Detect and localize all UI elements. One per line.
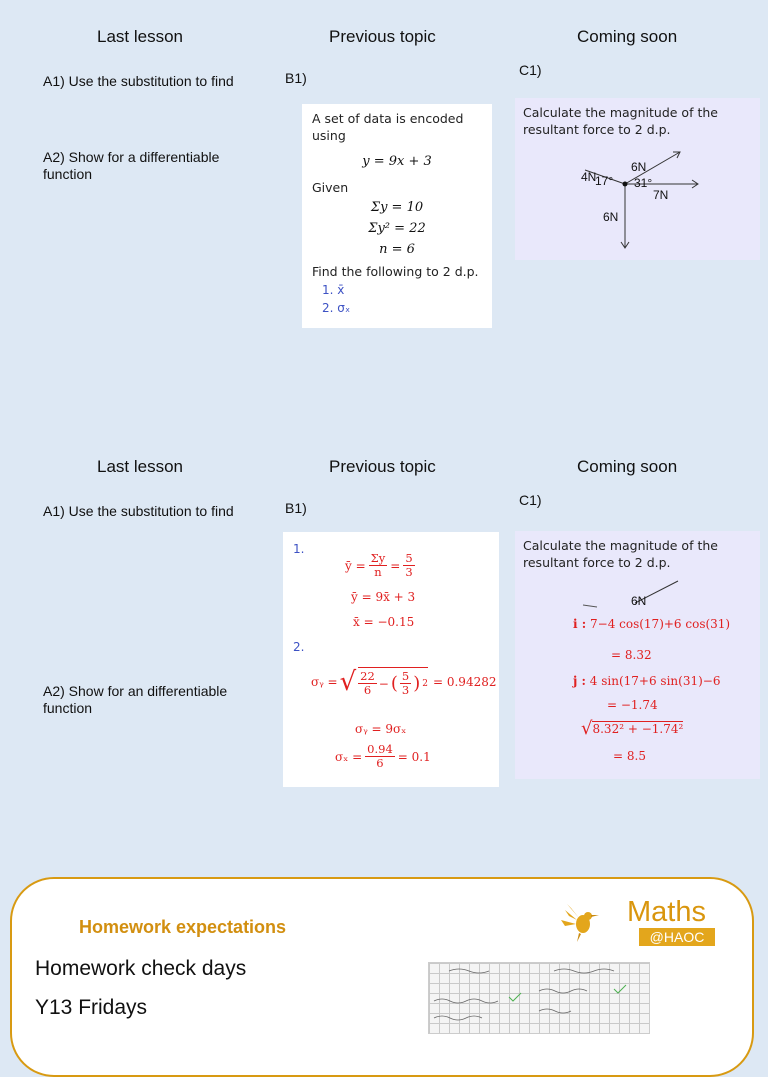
b1-solution-line-5: σᵧ = 9σₓ [355,722,407,736]
close-paren-icon: ) [413,673,421,694]
b1-item-1: 1. x̄ [322,283,345,297]
line6-den: 6 [376,756,384,770]
b1-solution-line-3: x̄ = −0.15 [353,615,415,629]
line6-num: 0.94 [367,742,393,756]
b1-find: Find the following to 2 d.p. [312,264,479,279]
force-6n-diagonal-label: 6N [631,160,647,174]
b1-solution-line-6 [335,743,431,770]
force-origin-point [623,182,628,187]
b1-solution-line-1 [345,552,415,579]
b1-solution-card [283,532,499,787]
b1-item-2: 2. σₓ [322,301,351,315]
homework-line-1: Homework check days [35,957,247,980]
line4-rhs: = 0.94282 [432,675,497,689]
question-c1-label-2: C1) [519,492,542,508]
homework-title: Homework expectations [79,917,287,937]
question-c1-label: C1) [519,62,542,78]
notebook-handwriting [429,963,649,1033]
heading-coming-soon: Coming soon [577,27,678,46]
b1-solution-number-2: 2. [293,640,305,654]
b1-intro: A set of data is encoded using [312,111,464,143]
heading-coming-soon-2: Coming soon [577,457,678,476]
line4-radicand [358,667,428,697]
c1-solution-j-value: = −1.74 [607,698,658,712]
magnitude-expr: 8.32² + −1.74² [592,722,684,736]
j-component-label: j : [573,674,586,688]
question-a1-2: A1) Use the substitution to find [43,503,234,519]
j-component-expr: 4 sin(17+6 sin(31)−6 [589,674,721,688]
line4-f1-den: 6 [363,683,372,697]
c1-question-card [515,98,760,260]
line4-power: 2 [422,678,428,689]
b1-question-card [302,104,492,328]
line4-f2-den: 3 [401,683,410,697]
line1-lhs: ȳ = [345,558,366,573]
b1-encoding-equation: y = 9x + 3 [362,154,432,169]
b1-n: n = 6 [379,242,415,257]
force-7n-label: 7N [653,188,669,202]
homework-line-2: Y13 Fridays [35,996,148,1019]
bird-logo-icon [557,900,601,944]
open-paren-icon: ( [390,673,398,694]
sqrt-sign-icon: √ [339,667,357,697]
force-4n-label: 4N [581,170,597,184]
question-b1-label-2: B1) [285,500,307,516]
maths-haoc-logo [533,896,715,948]
i-component-label: i : [573,617,587,631]
c1-solution-i-line [573,617,730,631]
line4-f2-num: 5 [401,669,410,683]
line6-fraction [365,743,395,770]
c1-solution-force-6n: 6N [631,594,647,608]
c1-solution-card [515,531,760,779]
c1-solution-i-value: = 8.32 [611,648,652,662]
c1-solution-prompt: Calculate the magnitude of the resultant force to 2 d.p. [523,538,718,570]
b1-solution-line-2: ȳ = 9x̄ + 3 [351,590,416,604]
line4-fraction-2 [400,670,411,697]
line4-f1-num: 22 [360,669,375,683]
line4-fraction-1 [358,670,377,697]
line1-eq: = [390,558,401,573]
line4-lhs: σᵧ = [311,675,338,689]
heading-last-lesson: Last lesson [97,27,183,46]
b1-sum-y-squared: Σy² = 22 [368,221,426,236]
sqrt-sign-icon-2: √ [581,718,593,739]
line1-frac1-num: Σy [370,551,386,565]
heading-previous-topic: Previous topic [329,27,436,46]
heading-last-lesson-2: Last lesson [97,457,183,476]
question-b1-label: B1) [285,70,307,86]
line6-rhs: = 0.1 [397,749,431,764]
c1-solution-magnitude-line [581,718,683,739]
i-component-expr: 7−4 cos(17)+6 cos(31) [590,617,731,631]
c1-solution-magnitude-value: = 8.5 [613,749,646,763]
line1-frac1-den: n [374,565,382,579]
line1-fraction-1 [369,552,388,579]
line6-lhs: σₓ = [335,749,363,764]
angle-17-label: 17° [595,174,614,188]
heading-previous-topic-2: Previous topic [329,457,436,476]
question-a2-2: A2) Show for an differentiable function [43,683,228,716]
line1-fraction-2 [403,552,414,579]
logo-maths-text: Maths [627,896,706,928]
c1-prompt: Calculate the magnitude of the resultant force to 2 d.p. [523,105,718,137]
line1-frac2-num: 5 [405,551,413,565]
question-a2: A2) Show for a differentiable function [43,149,220,182]
force-partial-stub [583,605,597,607]
b1-sum-y: Σy = 10 [370,200,424,215]
notebook-image [428,962,650,1034]
line4-minus: − [378,676,389,691]
b1-solution-number-1: 1. [293,542,305,556]
line1-frac2-den: 3 [405,565,413,579]
force-6n-down-label: 6N [603,210,619,224]
logo-haoc-text: @HAOC [639,928,715,946]
force-diagram [515,138,760,260]
question-a1: A1) Use the substitution to find [43,73,234,89]
c1-solution-j-line [573,674,720,688]
b1-solution-line-4 [311,667,496,697]
b1-given: Given [312,180,349,195]
angle-31-label: 31° [634,176,653,190]
